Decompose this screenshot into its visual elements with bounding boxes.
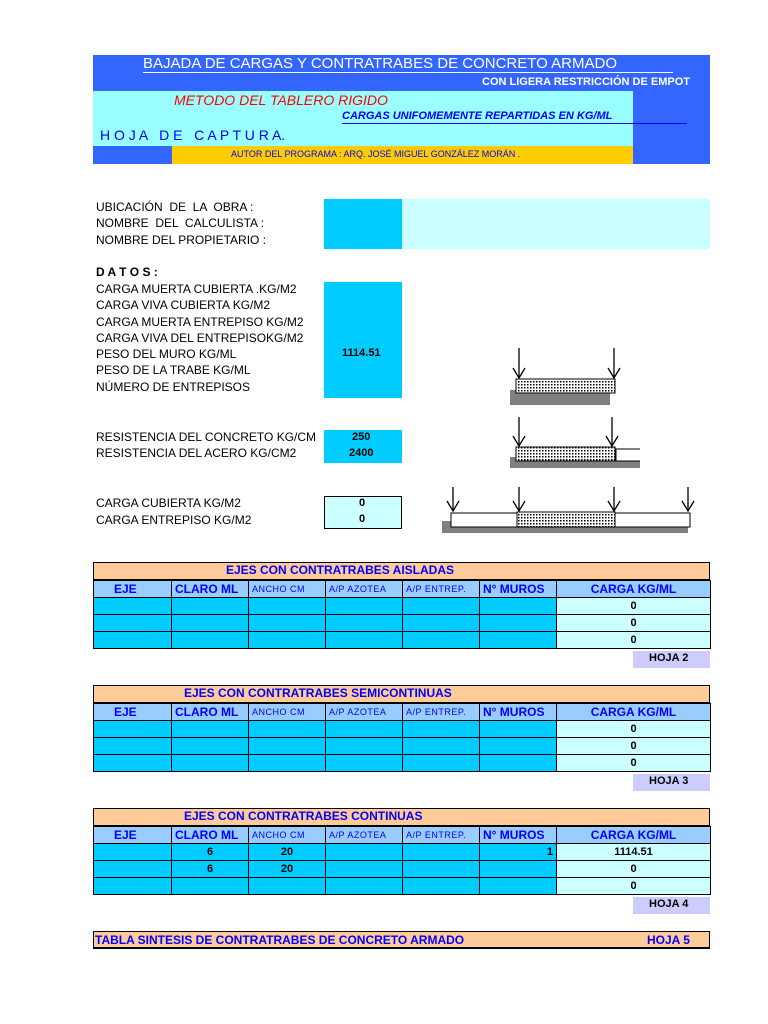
datos-label: CARGA MUERTA CUBIERTA .KG/M2: [96, 282, 297, 296]
ancho-cell[interactable]: [249, 738, 326, 755]
entrep-cell[interactable]: [403, 844, 480, 861]
peso-muro-value: 1114.51: [342, 347, 381, 359]
continuous-beam-diagram: [440, 484, 700, 544]
project-info-input[interactable]: [324, 199, 402, 249]
eje-cell[interactable]: [94, 844, 172, 861]
sheet-link-label: HOJA 4: [649, 898, 689, 910]
muros-cell[interactable]: [480, 721, 557, 738]
azotea-cell[interactable]: [326, 878, 403, 895]
ancho-cell[interactable]: [249, 721, 326, 738]
col-header: CARGA KG/ML: [557, 827, 711, 844]
project-info-field[interactable]: [402, 199, 710, 249]
claro-cell[interactable]: 6: [172, 861, 249, 878]
carga-cell: 0: [557, 878, 711, 895]
carga-entrepiso-label: CARGA ENTREPISO KG/M2: [96, 513, 252, 527]
eje-cell[interactable]: [94, 721, 172, 738]
col-header: N° MUROS: [480, 581, 557, 598]
semicontinuous-beam-diagram: [510, 417, 640, 468]
azotea-cell[interactable]: [326, 844, 403, 861]
table-row: [94, 632, 711, 649]
entrep-cell[interactable]: [403, 861, 480, 878]
muros-cell[interactable]: 1: [480, 844, 557, 861]
ancho-cell[interactable]: [249, 755, 326, 772]
col-header: CLARO ML: [172, 704, 249, 721]
carga-cell: 0: [557, 861, 711, 878]
azotea-cell[interactable]: [326, 755, 403, 772]
aisladas-table: [93, 580, 711, 649]
entrep-cell[interactable]: [403, 632, 480, 649]
eje-cell[interactable]: [94, 615, 172, 632]
carga-cell: 0: [557, 615, 711, 632]
azotea-cell[interactable]: [326, 721, 403, 738]
steel-value: 2400: [349, 447, 374, 459]
claro-cell[interactable]: [172, 755, 249, 772]
datos-label: CARGA MUERTA ENTREPISO KG/M2: [96, 315, 304, 329]
entrep-cell[interactable]: [403, 878, 480, 895]
claro-cell[interactable]: [172, 615, 249, 632]
concrete-value: 250: [352, 431, 371, 443]
header-right-block: [633, 91, 710, 164]
carga-cell: 0: [557, 721, 711, 738]
ancho-cell[interactable]: [249, 598, 326, 615]
concrete-label: RESISTENCIA DEL CONCRETO KG/CM: [96, 430, 317, 444]
calculist-label: NOMBRE DEL CALCULISTA :: [96, 216, 265, 230]
eje-cell[interactable]: [94, 861, 172, 878]
sheet-title: H O J A D E C A P T U R A.: [100, 127, 286, 143]
table-header-row: [94, 581, 711, 598]
continuas-table: [93, 826, 711, 895]
ancho-cell[interactable]: [249, 615, 326, 632]
claro-cell[interactable]: [172, 738, 249, 755]
muros-cell[interactable]: [480, 632, 557, 649]
datos-label: CARGA VIVA DEL ENTREPISOKG/M2: [96, 331, 304, 345]
carga-cell: 0: [557, 755, 711, 772]
ancho-cell[interactable]: 20: [249, 844, 326, 861]
col-header: CLARO ML: [172, 827, 249, 844]
table-row: [94, 878, 711, 895]
claro-cell[interactable]: 6: [172, 844, 249, 861]
carga-cubierta-label: CARGA CUBIERTA KG/M2: [96, 496, 241, 510]
col-header: ANCHO CM: [249, 581, 326, 598]
col-header: ANCHO CM: [249, 827, 326, 844]
sheet-link-label: HOJA 2: [649, 652, 689, 664]
carga-cell: 0: [557, 738, 711, 755]
datos-heading: D A T O S :: [96, 265, 158, 279]
synthesis-label: TABLA SINTESIS DE CONTRATRABES DE CONCRETO ARMADO: [95, 933, 465, 947]
ancho-cell[interactable]: [249, 632, 326, 649]
title-underline: [143, 72, 673, 73]
ancho-cell[interactable]: 20: [249, 861, 326, 878]
table-row: [94, 861, 711, 878]
datos-label: PESO DE LA TRABE KG/ML: [96, 363, 251, 377]
loads-note-underline: [342, 123, 687, 124]
col-header: A/P AZOTEA: [326, 704, 403, 721]
entrep-cell[interactable]: [403, 755, 480, 772]
col-header: ANCHO CM: [249, 704, 326, 721]
claro-cell[interactable]: [172, 632, 249, 649]
muros-cell[interactable]: [480, 861, 557, 878]
carga-cubierta-value: 0: [359, 497, 366, 509]
carga-entrepiso-value: 0: [359, 513, 366, 525]
muros-cell[interactable]: [480, 878, 557, 895]
loads-note: CARGAS UNIFOMEMENTE REPARTIDAS EN KG/ML: [342, 110, 613, 122]
eje-cell[interactable]: [94, 755, 172, 772]
carga-cell: 0: [557, 598, 711, 615]
location-label: UBICACIÓN DE LA OBRA :: [96, 200, 254, 214]
col-header: N° MUROS: [480, 704, 557, 721]
azotea-cell[interactable]: [326, 598, 403, 615]
steel-label: RESISTENCIA DEL ACERO KG/CM2: [96, 446, 297, 460]
col-header: A/P AZOTEA: [326, 827, 403, 844]
col-header: CARGA KG/ML: [557, 581, 711, 598]
table-row: [94, 721, 711, 738]
claro-cell[interactable]: [172, 878, 249, 895]
azotea-cell[interactable]: [326, 632, 403, 649]
datos-label: NÚMERO DE ENTREPISOS: [96, 380, 251, 394]
entrep-cell[interactable]: [403, 615, 480, 632]
col-header: CLARO ML: [172, 581, 249, 598]
col-header: EJE: [94, 581, 172, 598]
isolated-beam-diagram: [510, 348, 620, 405]
col-header: A/P AZOTEA: [326, 581, 403, 598]
azotea-cell[interactable]: [326, 738, 403, 755]
synthesis-sheet: HOJA 5: [647, 933, 690, 947]
col-header: A/P ENTREP.: [403, 704, 480, 721]
sheet-link-label: HOJA 3: [649, 775, 689, 787]
azotea-cell[interactable]: [326, 615, 403, 632]
col-header: CARGA KG/ML: [557, 704, 711, 721]
muros-cell[interactable]: [480, 598, 557, 615]
ancho-cell[interactable]: [249, 878, 326, 895]
header-subtitle: CON LIGERA RESTRICCIÓN DE EMPOT: [482, 76, 690, 88]
table-title-text: EJES CON CONTRATRABES CONTINUAS: [184, 809, 423, 823]
entrep-cell[interactable]: [403, 721, 480, 738]
muros-cell[interactable]: [480, 615, 557, 632]
datos-input-column[interactable]: [324, 282, 402, 398]
datos-label: PESO DEL MURO KG/ML: [96, 347, 237, 361]
page-title: BAJADA DE CARGAS Y CONTRATRABES DE CONCRETO ARMADO: [143, 55, 617, 72]
table-title-text: EJES CON CONTRATRABES SEMICONTINUAS: [184, 686, 452, 700]
table-row: [94, 844, 711, 861]
owner-label: NOMBRE DEL PROPIETARIO :: [96, 233, 267, 247]
method-title: METODO DEL TABLERO RIGIDO: [174, 92, 388, 108]
col-header: A/P ENTREP.: [403, 827, 480, 844]
table-row: [94, 615, 711, 632]
author-text: AUTOR DEL PROGRAMA : ARQ. JOSÉ MIGUEL GONZÁLEZ MORÁN .: [231, 149, 521, 159]
table-row: [94, 598, 711, 615]
table-header-row: [94, 827, 711, 844]
carga-cell: 0: [557, 632, 711, 649]
col-header: A/P ENTREP.: [403, 581, 480, 598]
entrep-cell[interactable]: [403, 598, 480, 615]
entrep-cell[interactable]: [403, 738, 480, 755]
table-row: [94, 738, 711, 755]
eje-cell[interactable]: [94, 738, 172, 755]
claro-cell[interactable]: [172, 721, 249, 738]
table-header-row: [94, 704, 711, 721]
eje-cell[interactable]: [94, 598, 172, 615]
table-title-text: EJES CON CONTRATRABES AISLADAS: [226, 563, 455, 577]
author-left-band: [93, 146, 172, 164]
eje-cell[interactable]: [94, 632, 172, 649]
col-header: EJE: [94, 704, 172, 721]
muros-cell[interactable]: [480, 738, 557, 755]
table-row: [94, 755, 711, 772]
datos-label: CARGA VIVA CUBIERTA KG/M2: [96, 298, 271, 312]
col-header: N° MUROS: [480, 827, 557, 844]
eje-cell[interactable]: [94, 878, 172, 895]
carga-cell: 1114.51: [557, 844, 711, 861]
col-header: EJE: [94, 827, 172, 844]
azotea-cell[interactable]: [326, 861, 403, 878]
claro-cell[interactable]: [172, 598, 249, 615]
semicontinuas-table: [93, 703, 711, 772]
muros-cell[interactable]: [480, 755, 557, 772]
